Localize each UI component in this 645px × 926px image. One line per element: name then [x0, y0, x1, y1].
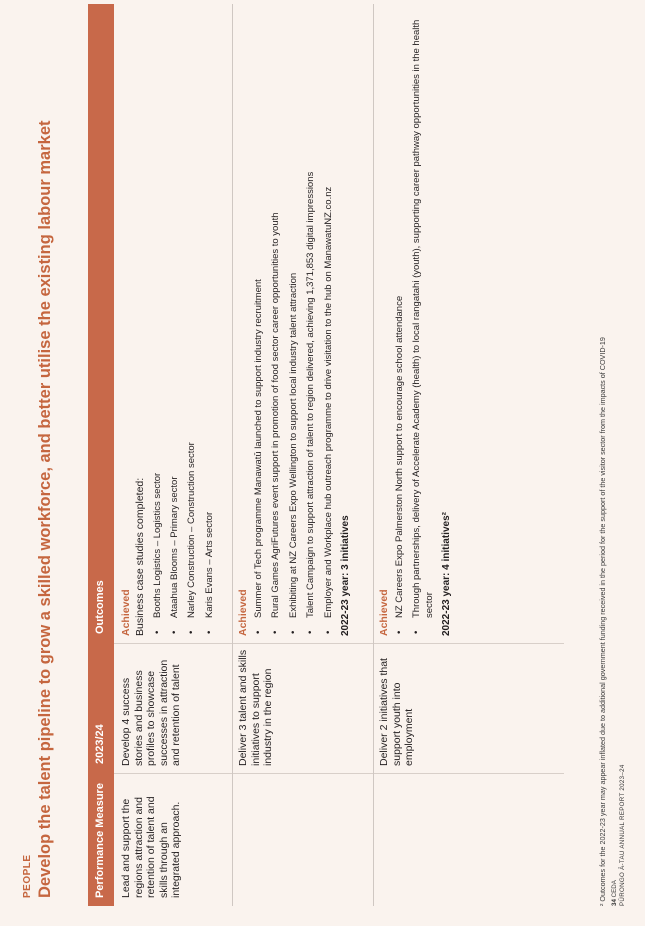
- list-item: • Karis Evans – Arts sector: [204, 16, 216, 636]
- status-achieved: Achieved: [120, 589, 132, 636]
- page-footer: [611, 880, 618, 906]
- list-item: • Rural Games AgriFutures event support in promotion of food sector career opportunities to youth: [270, 11, 282, 636]
- list-item: • Through partnerships, delivery of Accelerate Academy (health) to local rangatahi (youth), supporting career pathway opportunities in the health sector: [411, 11, 436, 636]
- measure-cell: Lead and support the regions attraction and retention of talent and skills through an integrated approach.: [120, 796, 182, 898]
- prior-year-note: 2022-23 year: 4 initiatives²: [441, 512, 453, 636]
- footnote: ² Outcomes for the 2022-23 year may appear inflated due to additional government funding received in the period for the support of the visitor sector from the impacts of COVID-19: [598, 337, 607, 906]
- outcome-list: [152, 16, 217, 636]
- report-title: PŪRONGO Ā-TAU ANNUAL REPORT 2023–24: [619, 764, 626, 906]
- outcome-list: [394, 11, 436, 636]
- outcome-cell: [237, 11, 351, 636]
- outcome-list: [253, 11, 335, 636]
- page-title: Develop the talent pipeline to grow a skilled workforce, and better utilise the existing labour market: [36, 120, 54, 898]
- list-item: • Employer and Workplace hub outreach programme to drive visitation to the hub on ManawatuNZ.co.nz: [323, 11, 335, 636]
- list-item: • NZ Careers Expo Palmerston North support to encourage school attendance: [394, 11, 406, 636]
- table-header: [88, 4, 114, 906]
- status-achieved: Achieved: [378, 589, 390, 636]
- row-divider: [232, 4, 233, 906]
- list-item: • Summer of Tech programme Manawatū launched to support industry recruitment: [253, 11, 265, 636]
- header-measure: Performance Measure: [94, 783, 106, 898]
- column-divider: [114, 773, 564, 774]
- target-cell: Deliver 2 initiatives that support youth into employment: [378, 658, 415, 766]
- list-item: • Booths Logistics – Logistics sector: [152, 16, 164, 636]
- status-achieved: Achieved: [237, 589, 249, 636]
- page-number: 34: [611, 899, 618, 906]
- list-item: • Narley Construction – Construction sector: [186, 16, 198, 636]
- header-target: 2023/24: [94, 724, 106, 764]
- prior-year-note: 2022-23 year: 3 initiatives: [340, 515, 352, 636]
- list-item: • Talent Campaign to support attraction of talent to region delivered, achieving 1,371,853 digital impressions: [305, 11, 317, 636]
- row-divider: [373, 4, 374, 906]
- org-name: CEDA: [611, 880, 618, 898]
- header-outcomes: Outcomes: [94, 580, 106, 634]
- target-cell: Develop 4 success stories and business profiles to showcase successes in attraction and retention of talent: [120, 659, 182, 766]
- section-label: PEOPLE: [22, 854, 33, 898]
- outcome-intro: Business case studies completed:: [134, 477, 146, 636]
- list-item: • Exhibiting at NZ Careers Expo Wellington to support local industry talent attraction: [288, 11, 300, 636]
- list-item: • Ataahua Blooms – Primary sector: [169, 16, 181, 636]
- target-cell: Deliver 3 talent and skills initiatives to support industry in the region: [237, 649, 274, 766]
- outcome-cell: [378, 11, 452, 636]
- outcome-cell: [120, 16, 221, 636]
- column-divider: [114, 643, 564, 644]
